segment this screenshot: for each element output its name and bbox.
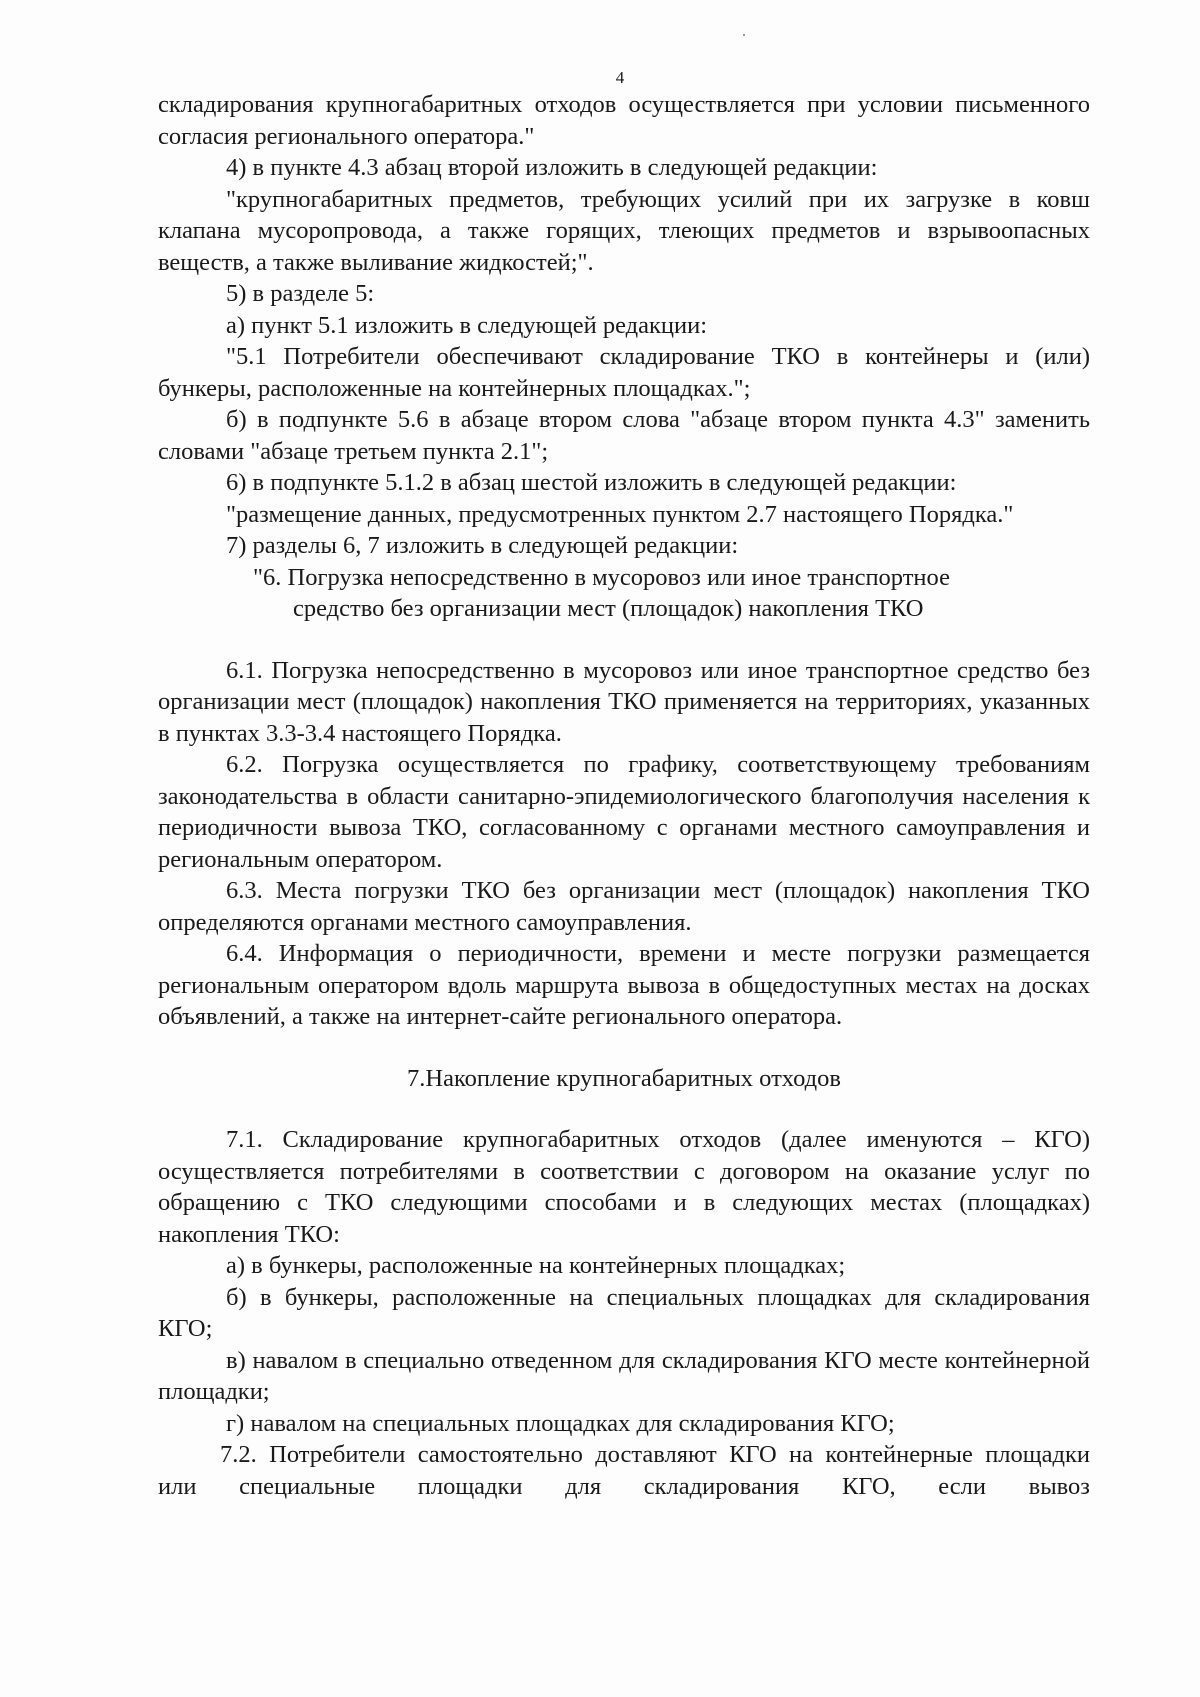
paragraph-7-1-b: б) в бункеры, расположенные на специальных площадках для складирования КГО; xyxy=(158,1283,1090,1342)
paragraph-quote-4-3: "крупногабаритных предметов, требующих усилий при их загрузке в ковш клапана мусоропровода, а также горящих, тлеющих предметов и взрывоопасных веществ, а также выливание жидкостей;". xyxy=(158,185,1090,276)
scan-speck xyxy=(743,34,745,36)
paragraph-6-4: 6.4. Информация о периодичности, времени и месте погрузки размещается региональным оператором вдоль маршрута вывоза в общедоступных местах на досках объявлений, а также на интернет-сайте регионального оператора. xyxy=(158,940,1090,1030)
page-number: 4 xyxy=(615,68,625,87)
paragraph-item-5a: а) пункт 5.1 изложить в следующей редакции: xyxy=(226,311,708,339)
spacer xyxy=(158,625,1090,655)
paragraph-item-5: 5) в разделе 5: xyxy=(226,280,375,307)
paragraph-7-1-g: г) навалом на специальных площадках для складирования КГО; xyxy=(226,1409,895,1437)
section-6-heading-line1: "6. Погрузка непосредственно в мусоровоз или иное транспортное xyxy=(253,563,950,591)
paragraph-6-3: 6.3. Места погрузки ТКО без организации мест (площадок) накопления ТКО определяются органами местного самоуправления. xyxy=(158,877,1090,936)
paragraph-item-7: 7) разделы 6, 7 изложить в следующей редакции: xyxy=(226,532,739,559)
paragraph-6-2: 6.2. Погрузка осуществляется по графику, соответствующему требованиям законодательства в области санитарно-эпидемиологического благополучия населения к периодичности вывоза ТКО, согласованному с органами местного самоуправления и региональным оператором. xyxy=(158,751,1090,873)
spacer xyxy=(158,1033,1090,1063)
paragraph-7-1-a: а) в бункеры, расположенные на контейнерных площадках; xyxy=(226,1252,846,1279)
paragraph-item-4: 4) в пункте 4.3 абзац второй изложить в следующей редакции: xyxy=(226,154,878,181)
section-6-heading-line2: средство без организации мест (площадок) накопления ТКО xyxy=(293,595,924,622)
paragraph-6-1: 6.1. Погрузка непосредственно в мусоровоз или иное транспортное средство без организации мест (площадок) накопления ТКО применяется на территориях, указанных в пунктах 3.3-3.4 настоящего Порядка. xyxy=(158,656,1090,747)
paragraph-quote-5-1: "5.1 Потребители обеспечивают складирование ТКО в контейнеры и (или) бункеры, расположенные на контейнерных площадках."; xyxy=(158,343,1090,402)
paragraph-item-6: 6) в подпункте 5.1.2 в абзац шестой изложить в следующей редакции: xyxy=(226,469,957,496)
paragraph-quote-2-7: "размещение данных, предусмотренных пунктом 2.7 настоящего Порядка." xyxy=(226,500,1014,528)
section-7-heading: 7.Накопление крупногабаритных отходов xyxy=(407,1064,841,1092)
paragraph-7-2: 7.2. Потребители самостоятельно доставляют КГО на контейнерные площадки или специальные площадки для складирования КГО, если вывоз xyxy=(158,1441,1090,1500)
section-6-heading xyxy=(158,562,1090,625)
paragraph-continuation: складирования крупногабаритных отходов осуществляется при условии письменного согласия регионального оператора." xyxy=(158,91,1090,150)
document-body xyxy=(158,89,1090,1502)
paragraph-7-1: 7.1. Складирование крупногабаритных отходов (далее именуются – КГО) осуществляется потребителями в соответствии с договором на оказание услуг по обращению с ТКО следующими способами и в следующих местах (площадках) накопления ТКО: xyxy=(158,1126,1090,1248)
paragraph-7-1-v: в) навалом в специально отведенном для складирования КГО месте контейнерной площадки; xyxy=(158,1346,1090,1405)
paragraph-item-5b: б) в подпункте 5.6 в абзаце втором слова "абзаце втором пункта 4.3" заменить словами "абзаце третьем пункта 2.1"; xyxy=(158,406,1090,465)
spacer xyxy=(158,1094,1090,1124)
